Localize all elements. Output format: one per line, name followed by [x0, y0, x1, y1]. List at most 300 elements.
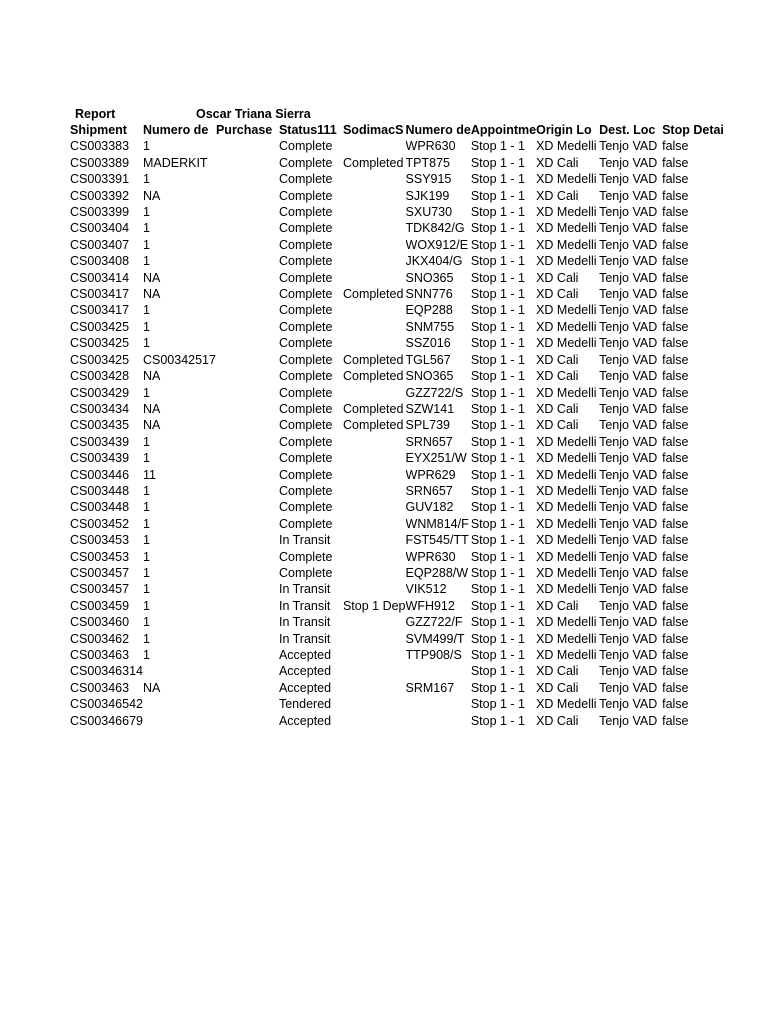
- cell-stop-detail: false: [662, 369, 689, 384]
- cell-status: Complete: [278, 139, 333, 154]
- cell-numero-de-placa: WFH912: [405, 598, 455, 613]
- cell-appointment: Stop 1 - 1: [470, 188, 526, 203]
- cell-numero-de-placa: SNN776: [405, 287, 453, 302]
- cell-numero-de: 1: [142, 565, 150, 580]
- cell-origin-location: XD Medelli: [536, 237, 597, 252]
- cell-numero-de-placa: SRM167: [405, 680, 455, 695]
- cell-origin-location: XD Medelli: [536, 582, 597, 597]
- cell-stop-detail: false: [662, 270, 689, 285]
- cell-purchase: [216, 467, 279, 483]
- cell-dest-location: Tenjo VAD: [599, 516, 658, 531]
- cell-shipment: CS003453: [70, 533, 130, 548]
- table-row: [70, 253, 728, 269]
- cell-appointment: Stop 1 - 1: [470, 549, 526, 564]
- cell-sodimac-status: Completed: [342, 155, 404, 170]
- cell-appointment: Stop 1 - 1: [470, 451, 526, 466]
- cell-dest-location: Tenjo VAD: [599, 582, 658, 597]
- cell-numero-de-placa: [406, 663, 471, 679]
- col-header-sodimac-status: SodimacS: [342, 123, 404, 137]
- cell-numero-de: 1: [142, 254, 150, 269]
- cell-status: Complete: [278, 319, 333, 334]
- cell-purchase: [216, 631, 279, 647]
- cell-sodimac-status: Completed: [342, 287, 404, 302]
- table-row: [70, 696, 728, 712]
- cell-stop-detail: false: [662, 648, 689, 662]
- cell-appointment: Stop 1 - 1: [470, 401, 526, 416]
- cell-purchase: [216, 549, 279, 565]
- cell-stop-detail: false: [662, 533, 689, 548]
- cell-numero-de: 1: [142, 205, 150, 220]
- table-body: [70, 138, 728, 729]
- cell-status: Complete: [278, 483, 333, 498]
- cell-stop-detail: false: [662, 631, 689, 646]
- col-header-purchase: Purchase: [215, 123, 273, 137]
- cell-purchase: [216, 516, 279, 532]
- table-row: [70, 467, 728, 483]
- cell-origin-location: XD Cali: [536, 680, 579, 695]
- cell-purchase: [216, 696, 279, 712]
- cell-sodimac-status: [343, 138, 406, 154]
- cell-status: Accepted: [278, 664, 332, 679]
- cell-stop-detail: false: [662, 500, 689, 515]
- cell-numero-de: 1: [142, 434, 150, 449]
- cell-origin-location: XD Cali: [536, 287, 579, 302]
- cell-status: In Transit: [278, 598, 331, 613]
- col-header-status: Status111: [278, 123, 337, 137]
- cell-appointment: Stop 1 - 1: [470, 369, 526, 384]
- cell-purchase: [216, 286, 279, 302]
- table-row: [70, 335, 728, 351]
- col-header-shipment: Shipment: [70, 123, 127, 137]
- col-header-numero-de-placa: Numero de: [405, 123, 471, 137]
- cell-purchase: [216, 385, 279, 401]
- cell-origin-location: XD Cali: [536, 598, 579, 613]
- cell-numero-de: CS00342517: [142, 352, 216, 367]
- cell-dest-location: Tenjo VAD: [599, 401, 658, 416]
- table-row: [70, 204, 728, 220]
- cell-status: Complete: [278, 155, 333, 170]
- cell-stop-detail: false: [662, 697, 689, 712]
- col-header-origin-location: Origin Lo: [536, 123, 592, 137]
- cell-origin-location: XD Medelli: [536, 631, 597, 646]
- cell-origin-location: XD Medelli: [536, 500, 597, 515]
- cell-purchase: [216, 138, 279, 154]
- cell-stop-detail: false: [662, 254, 689, 269]
- cell-purchase: [216, 368, 279, 384]
- cell-dest-location: Tenjo VAD: [599, 172, 658, 187]
- cell-dest-location: Tenjo VAD: [599, 467, 658, 482]
- cell-numero-de: 1: [142, 303, 150, 318]
- cell-shipment: CS003439: [70, 451, 130, 466]
- cell-dest-location: Tenjo VAD: [599, 270, 658, 285]
- cell-numero-de: 1: [142, 533, 150, 548]
- cell-shipment: CS003439: [70, 434, 130, 449]
- cell-numero-de-placa: JKX404/G: [405, 254, 463, 269]
- cell-numero-de-placa: VIK512: [405, 582, 447, 597]
- cell-stop-detail: false: [662, 319, 689, 334]
- cell-sodimac-status: [343, 483, 406, 499]
- cell-appointment: Stop 1 - 1: [470, 434, 526, 449]
- cell-purchase: [216, 680, 279, 696]
- cell-numero-de-placa: SXU730: [405, 205, 453, 220]
- cell-origin-location: XD Cali: [536, 155, 579, 170]
- cell-origin-location: XD Medelli: [536, 533, 597, 548]
- cell-numero-de-placa: SJK199: [405, 188, 450, 203]
- cell-purchase: [216, 647, 279, 663]
- cell-shipment: CS003463: [70, 648, 130, 662]
- cell-numero-de: 1: [142, 319, 150, 334]
- cell-purchase: [216, 598, 279, 614]
- cell-dest-location: Tenjo VAD: [599, 336, 658, 351]
- cell-numero-de-placa: TGL567: [405, 352, 451, 367]
- cell-sodimac-status: Completed: [342, 369, 404, 384]
- cell-dest-location: Tenjo VAD: [599, 648, 658, 662]
- cell-appointment: Stop 1 - 1: [470, 516, 526, 531]
- cell-purchase: [216, 499, 279, 515]
- cell-shipment: CS003429: [70, 385, 130, 400]
- cell-stop-detail: false: [662, 680, 689, 695]
- cell-status: Complete: [278, 254, 333, 269]
- cell-shipment: CS003459: [70, 598, 130, 613]
- report-user-name: Oscar Triana Sierra: [196, 107, 311, 121]
- cell-appointment: Stop 1 - 1: [470, 319, 526, 334]
- cell-stop-detail: false: [662, 287, 689, 302]
- table-row: [70, 138, 728, 154]
- cell-origin-location: XD Medelli: [536, 483, 597, 498]
- cell-origin-location: XD Cali: [536, 418, 579, 433]
- cell-sodimac-status: [343, 385, 406, 401]
- cell-status: Complete: [278, 401, 333, 416]
- table-row: [70, 713, 728, 729]
- cell-status: Complete: [278, 369, 333, 384]
- cell-numero-de: NA: [142, 401, 161, 416]
- cell-status: Complete: [278, 287, 333, 302]
- cell-shipment: CS003462: [70, 631, 130, 646]
- cell-stop-detail: false: [662, 516, 689, 531]
- cell-origin-location: XD Medelli: [536, 385, 597, 400]
- cell-status: Complete: [278, 565, 333, 580]
- cell-numero-de: 1: [142, 500, 150, 515]
- cell-sodimac-status: [343, 270, 406, 286]
- cell-appointment: Stop 1 - 1: [470, 565, 526, 580]
- cell-dest-location: Tenjo VAD: [599, 615, 658, 630]
- cell-stop-detail: false: [662, 188, 689, 203]
- cell-origin-location: XD Cali: [536, 401, 579, 416]
- cell-sodimac-status: [343, 549, 406, 565]
- cell-purchase: [216, 270, 279, 286]
- cell-purchase: [216, 713, 279, 729]
- cell-appointment: Stop 1 - 1: [470, 254, 526, 269]
- cell-status: Complete: [278, 172, 333, 187]
- cell-stop-detail: false: [662, 598, 689, 613]
- cell-sodimac-status: [343, 171, 406, 187]
- cell-stop-detail: false: [662, 401, 689, 416]
- table-row: [70, 532, 728, 548]
- cell-purchase: [216, 302, 279, 318]
- cell-numero-de: 1: [142, 598, 150, 613]
- table-row: [70, 220, 728, 236]
- cell-numero-de: NA: [142, 287, 161, 302]
- cell-numero-de-placa: TTP908/S: [405, 648, 462, 662]
- cell-sodimac-status: [343, 434, 406, 450]
- cell-origin-location: XD Medelli: [536, 254, 597, 269]
- cell-dest-location: Tenjo VAD: [599, 713, 658, 728]
- cell-numero-de: NA: [142, 418, 161, 433]
- cell-purchase: [216, 335, 279, 351]
- cell-shipment: CS003391: [70, 172, 130, 187]
- cell-numero-de: 1: [142, 615, 150, 630]
- table-row: [70, 171, 728, 187]
- cell-purchase: [216, 565, 279, 581]
- cell-shipment: CS003453: [70, 549, 130, 564]
- cell-sodimac-status: [343, 450, 406, 466]
- cell-appointment: Stop 1 - 1: [470, 221, 526, 236]
- cell-origin-location: XD Medelli: [536, 615, 597, 630]
- cell-stop-detail: false: [662, 205, 689, 220]
- cell-sodimac-status: [343, 499, 406, 515]
- cell-numero-de-placa: EQP288/W: [405, 565, 469, 580]
- cell-dest-location: Tenjo VAD: [599, 680, 658, 695]
- col-header-stop-detail: Stop Detai: [662, 123, 724, 137]
- cell-purchase: [216, 204, 279, 220]
- table-row: [70, 385, 728, 401]
- table-row: [70, 286, 728, 302]
- cell-status: In Transit: [278, 533, 331, 548]
- cell-shipment: CS003414: [70, 270, 130, 285]
- table-row: [70, 499, 728, 515]
- cell-shipment: CS003389: [70, 155, 130, 170]
- cell-purchase: [216, 352, 279, 368]
- cell-stop-detail: false: [662, 237, 689, 252]
- cell-numero-de: 1: [142, 336, 150, 351]
- cell-purchase: [216, 155, 279, 171]
- cell-sodimac-status: [343, 614, 406, 630]
- cell-status: Complete: [278, 467, 333, 482]
- cell-sodimac-status: [343, 581, 406, 597]
- cell-purchase: [216, 401, 279, 417]
- cell-status: Complete: [278, 336, 333, 351]
- cell-stop-detail: false: [662, 303, 689, 318]
- cell-dest-location: Tenjo VAD: [599, 139, 658, 154]
- cell-appointment: Stop 1 - 1: [470, 467, 526, 482]
- cell-appointment: Stop 1 - 1: [470, 205, 526, 220]
- cell-status: Complete: [278, 205, 333, 220]
- cell-dest-location: Tenjo VAD: [599, 483, 658, 498]
- table-row: [70, 401, 728, 417]
- table-row: [70, 352, 728, 368]
- cell-shipment: CS003435: [70, 418, 130, 433]
- table-row: [70, 647, 728, 663]
- cell-stop-detail: false: [662, 582, 689, 597]
- cell-dest-location: Tenjo VAD: [599, 221, 658, 236]
- cell-numero-de-placa: FST545/TT: [405, 533, 469, 548]
- cell-origin-location: XD Medelli: [536, 205, 597, 220]
- cell-origin-location: XD Medelli: [536, 221, 597, 236]
- cell-status: Complete: [278, 270, 333, 285]
- cell-dest-location: Tenjo VAD: [599, 385, 658, 400]
- cell-sodimac-status: [343, 253, 406, 269]
- cell-numero-de: 1: [142, 582, 150, 597]
- cell-sodimac-status: [343, 467, 406, 483]
- cell-numero-de-placa: SRN657: [405, 434, 453, 449]
- cell-numero-de-placa: SPL739: [405, 418, 450, 433]
- cell-appointment: Stop 1 - 1: [470, 680, 526, 695]
- cell-sodimac-status: [343, 647, 406, 663]
- table-row: [70, 598, 728, 614]
- cell-status: In Transit: [278, 631, 331, 646]
- cell-sodimac-status: [343, 680, 406, 696]
- cell-stop-detail: false: [662, 483, 689, 498]
- cell-origin-location: XD Medelli: [536, 303, 597, 318]
- cell-purchase: [216, 450, 279, 466]
- cell-origin-location: XD Medelli: [536, 697, 597, 712]
- cell-stop-detail: false: [662, 664, 689, 679]
- report-title: Report: [75, 107, 116, 121]
- cell-appointment: Stop 1 - 1: [470, 418, 526, 433]
- cell-appointment: Stop 1 - 1: [470, 713, 526, 728]
- cell-shipment: CS003392: [70, 188, 130, 203]
- cell-status: Complete: [278, 418, 333, 433]
- cell-purchase: [216, 663, 279, 679]
- cell-stop-detail: false: [662, 418, 689, 433]
- cell-status: Accepted: [278, 648, 332, 662]
- cell-numero-de-placa: SNO365: [405, 270, 454, 285]
- cell-dest-location: Tenjo VAD: [599, 664, 658, 679]
- cell-numero-de: 1: [142, 221, 150, 236]
- cell-numero-de: 1: [142, 549, 150, 564]
- cell-shipment: CS003434: [70, 401, 130, 416]
- cell-numero-de-placa: GZZ722/F: [405, 615, 463, 630]
- table-row: [70, 188, 728, 204]
- table-row: [70, 631, 728, 647]
- cell-numero-de-placa: WPR630: [405, 549, 456, 564]
- table-row: [70, 680, 728, 696]
- cell-stop-detail: false: [662, 352, 689, 367]
- table-row: [70, 302, 728, 318]
- cell-appointment: Stop 1 - 1: [470, 352, 526, 367]
- cell-stop-detail: false: [662, 615, 689, 630]
- cell-dest-location: Tenjo VAD: [599, 287, 658, 302]
- cell-purchase: [216, 434, 279, 450]
- table-row: [70, 516, 728, 532]
- cell-sodimac-status: Stop 1 Dep: [342, 598, 406, 613]
- table-row: [70, 581, 728, 597]
- cell-numero-de-placa: GUV182: [405, 500, 454, 515]
- cell-dest-location: Tenjo VAD: [599, 319, 658, 334]
- cell-stop-detail: false: [662, 451, 689, 466]
- cell-stop-detail: false: [662, 336, 689, 351]
- cell-numero-de: MADERKIT: [142, 155, 208, 170]
- cell-status: Complete: [278, 516, 333, 531]
- col-header-appointment: Appointme: [470, 123, 537, 137]
- cell-sodimac-status: Completed: [342, 352, 404, 367]
- cell-dest-location: Tenjo VAD: [599, 254, 658, 269]
- cell-numero-de-placa: WNM814/F: [405, 516, 469, 531]
- cell-stop-detail: false: [662, 155, 689, 170]
- cell-shipment: CS003383: [70, 139, 130, 154]
- cell-numero-de: 1: [142, 385, 150, 400]
- cell-status: In Transit: [278, 615, 331, 630]
- cell-dest-location: Tenjo VAD: [599, 237, 658, 252]
- cell-purchase: [216, 188, 279, 204]
- cell-appointment: Stop 1 - 1: [470, 336, 526, 351]
- cell-numero-de: [143, 713, 216, 729]
- cell-numero-de-placa: SSY915: [405, 172, 452, 187]
- cell-appointment: Stop 1 - 1: [470, 615, 526, 630]
- cell-sodimac-status: [343, 302, 406, 318]
- col-header-dest-location: Dest. Loc: [599, 123, 656, 137]
- cell-shipment: CS003404: [70, 221, 130, 236]
- table-row: [70, 450, 728, 466]
- cell-status: Complete: [278, 303, 333, 318]
- cell-numero-de-placa: SVM499/T: [405, 631, 465, 646]
- cell-dest-location: Tenjo VAD: [599, 533, 658, 548]
- cell-numero-de-placa: [406, 713, 471, 729]
- cell-sodimac-status: Completed: [342, 418, 404, 433]
- cell-numero-de: NA: [142, 270, 161, 285]
- cell-shipment: CS003408: [70, 254, 130, 269]
- cell-appointment: Stop 1 - 1: [470, 648, 526, 662]
- table-row: [70, 434, 728, 450]
- cell-numero-de-placa: EYX251/W: [405, 451, 467, 466]
- cell-status: In Transit: [278, 582, 331, 597]
- cell-stop-detail: false: [662, 467, 689, 482]
- cell-numero-de: 1: [142, 237, 150, 252]
- cell-origin-location: XD Medelli: [536, 172, 597, 187]
- cell-origin-location: XD Medelli: [536, 451, 597, 466]
- cell-shipment: CS00346542: [70, 697, 143, 712]
- cell-purchase: [216, 581, 279, 597]
- cell-dest-location: Tenjo VAD: [599, 549, 658, 564]
- cell-stop-detail: false: [662, 385, 689, 400]
- table-header-row: [70, 122, 728, 138]
- table-row: [70, 663, 728, 679]
- cell-dest-location: Tenjo VAD: [599, 155, 658, 170]
- cell-dest-location: Tenjo VAD: [599, 205, 658, 220]
- cell-numero-de-placa: WPR629: [405, 467, 456, 482]
- cell-origin-location: XD Cali: [536, 270, 579, 285]
- table-row: [70, 270, 728, 286]
- cell-appointment: Stop 1 - 1: [470, 287, 526, 302]
- cell-shipment: CS003457: [70, 582, 130, 597]
- cell-appointment: Stop 1 - 1: [470, 172, 526, 187]
- cell-status: Complete: [278, 385, 333, 400]
- table-row: [70, 155, 728, 171]
- cell-stop-detail: false: [662, 434, 689, 449]
- cell-dest-location: Tenjo VAD: [599, 369, 658, 384]
- cell-status: Accepted: [278, 713, 332, 728]
- cell-numero-de-placa: SRN657: [405, 483, 453, 498]
- cell-numero-de-placa: SNM755: [405, 319, 455, 334]
- cell-stop-detail: false: [662, 221, 689, 236]
- cell-numero-de: 1: [142, 648, 150, 662]
- cell-numero-de-placa: SSZ016: [405, 336, 451, 351]
- cell-origin-location: XD Medelli: [536, 319, 597, 334]
- cell-appointment: Stop 1 - 1: [470, 237, 526, 252]
- cell-numero-de: 1: [142, 516, 150, 531]
- cell-shipment: CS003460: [70, 615, 130, 630]
- cell-shipment: CS003452: [70, 516, 130, 531]
- cell-origin-location: XD Medelli: [536, 516, 597, 531]
- cell-origin-location: XD Cali: [536, 369, 579, 384]
- cell-dest-location: Tenjo VAD: [599, 418, 658, 433]
- cell-numero-de: 1: [142, 451, 150, 466]
- cell-numero-de: 1: [142, 172, 150, 187]
- cell-appointment: Stop 1 - 1: [470, 155, 526, 170]
- cell-dest-location: Tenjo VAD: [599, 598, 658, 613]
- cell-purchase: [216, 237, 279, 253]
- cell-dest-location: Tenjo VAD: [599, 500, 658, 515]
